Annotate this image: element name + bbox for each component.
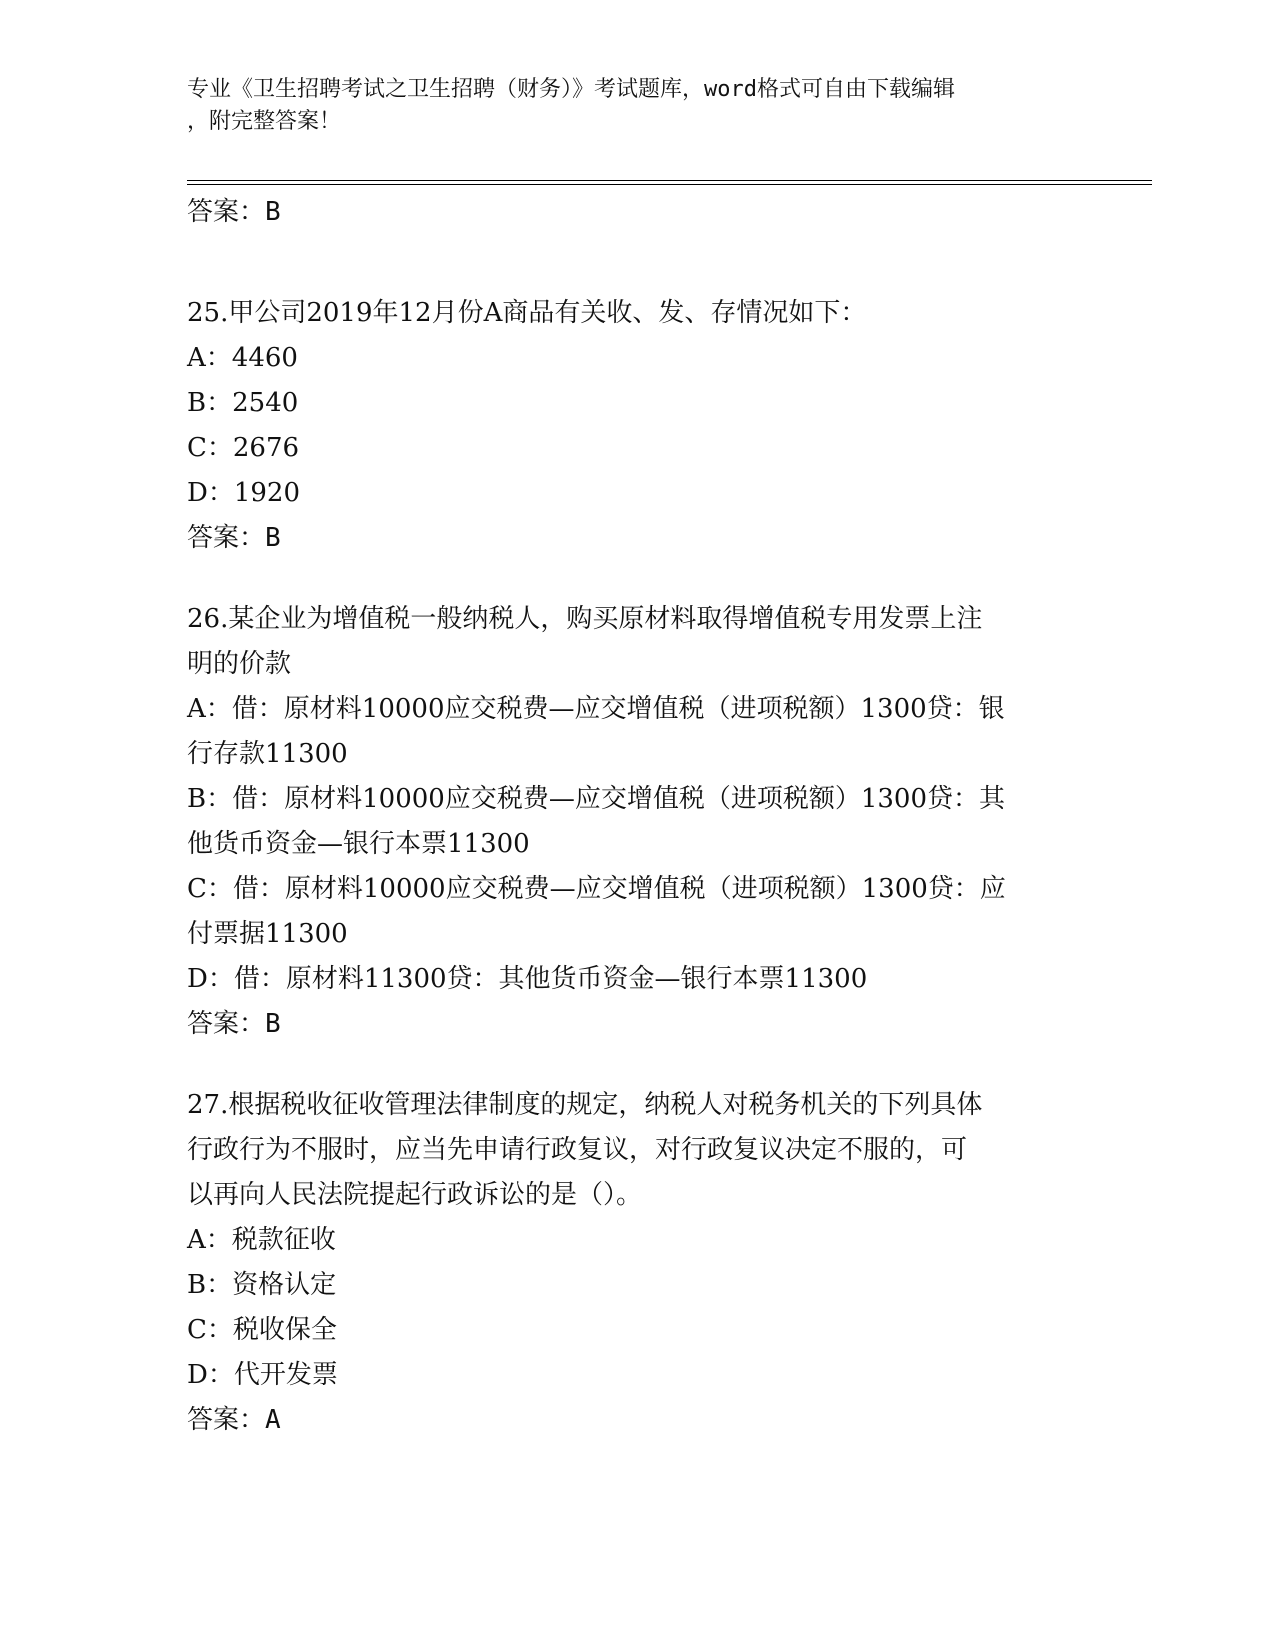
option-d: D：代开发票	[187, 1360, 338, 1390]
question-stem: 25.甲公司2019年12月份A商品有关收、发、存情况如下：	[187, 298, 867, 328]
question-item	[187, 1083, 1087, 1443]
option-line: A：借：原材料10000应交税费—应交增值税（进项税额）1300贷：银	[187, 694, 1005, 724]
header-line-1: 专业《卫生招聘考试之卫生招聘（财务）》考试题库，word格式可自由下载编辑	[187, 77, 955, 102]
question-stem	[187, 1083, 1087, 1218]
option-d	[187, 957, 1087, 1002]
option-a	[187, 687, 1087, 777]
option-a: A：4460	[187, 343, 298, 373]
option-a: A：税款征收	[187, 1225, 336, 1255]
option-c: C：税收保全	[187, 1315, 337, 1345]
option-line: 付票据11300	[187, 919, 348, 949]
option-line: 行存款11300	[187, 739, 348, 769]
question-stem-line: 以再向人民法院提起行政诉讼的是（）。	[187, 1180, 643, 1210]
answer-label: 答案：B	[187, 197, 281, 227]
question-stem	[187, 597, 1087, 687]
question-stem-line: 明的价款	[187, 649, 292, 679]
spacer	[187, 561, 1087, 597]
header-line-2: ，附完整答案！	[187, 109, 342, 134]
option-line: D：借：原材料11300贷：其他货币资金—银行本票11300	[187, 964, 868, 994]
question-item	[187, 597, 1087, 1047]
answer-label: 答案：A	[187, 1405, 281, 1435]
option-b: B：资格认定	[187, 1270, 337, 1300]
header-rule-top	[187, 180, 1152, 181]
spacer	[187, 1047, 1087, 1083]
question-stem-line: 26.某企业为增值税一般纳税人，购买原材料取得增值税专用发票上注	[187, 604, 983, 634]
option-c	[187, 867, 1087, 957]
option-c: C：2676	[187, 433, 300, 463]
spacer	[187, 255, 1087, 291]
question-item	[187, 291, 1087, 561]
option-b	[187, 777, 1087, 867]
question-list	[187, 190, 1087, 1443]
question-stem-line: 27.根据税收征收管理法律制度的规定，纳税人对税务机关的下列具体	[187, 1090, 983, 1120]
question-stem-line: 行政行为不服时，应当先申请行政复议，对行政复议决定不服的，可	[187, 1135, 968, 1165]
option-b: B：2540	[187, 388, 299, 418]
header-rule-bottom	[187, 184, 1152, 185]
option-line: B：借：原材料10000应交税费—应交增值税（进项税额）1300贷：其	[187, 784, 1005, 814]
option-line: 他货币资金—银行本票11300	[187, 829, 530, 859]
option-line: C：借：原材料10000应交税费—应交增值税（进项税额）1300贷：应	[187, 874, 1006, 904]
answer-label: 答案：B	[187, 523, 281, 553]
answer-label: 答案：B	[187, 1009, 281, 1039]
option-d: D：1920	[187, 478, 301, 508]
document-header	[187, 74, 1087, 138]
